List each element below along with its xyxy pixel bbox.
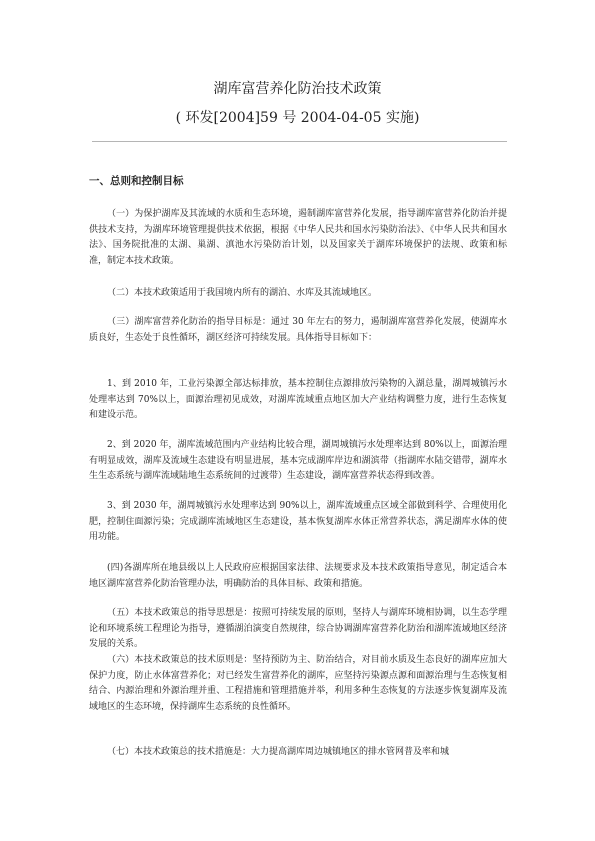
paragraph: 2、到 2020 年，湖库流域范围内产业结构比较合理，湖周城镇污水处理率达到 80%以上，面源治理有明显成效，湖库及流域生态建设有明显进展，基本完成湖库岸边和湖滨带（指湖库水陆交错带，湖库水生生态系统与湖库流域陆地生态系统间的过渡带）生态建设，湖库富营养状态得到改善。 <box>89 440 507 481</box>
paragraph: （二）本技术政策适用于我国境内所有的湖泊、水库及其流域地区。 <box>107 288 378 298</box>
paragraph: 3、到 2030 年，湖周城镇污水处理率达到 90%以上，湖库流域重点区域全部做到科学、合理使用化肥，控制住面源污染；完成湖库流域地区生态建设，基本恢复湖库水体正常营养状态，满足湖库水体的使用功能。 <box>89 501 507 542</box>
paragraph: （七）本技术政策总的技术措施是：大力提高湖库周边城镇地区的排水管网普及率和城 <box>107 747 450 757</box>
paragraph: （一）为保护湖库及其流域的水质和生态环境，遏制湖库富营养化发展，指导湖库富营养化防治并提供技术支持，为湖库环境管理提供技术依据，根据《中华人民共和国水污染防治法》、《中华人民共和国水法》、国务院批准的太湖、巢湖、滇池水污染防治计划，以及国家关于湖库环境保护的法规、政策和标准，制定本技术政策。 <box>89 209 507 266</box>
paragraph: 1、到 2010 年，工业污染源全部达标排放，基本控制住点源排放污染物的入湖总量，湖周城镇污水处理率达到 70%以上，面源治理初见成效，对湖库流域重点地区加大产业结构调整力度，进行生态恢复和建设示范。 <box>89 379 507 420</box>
title-divider <box>92 141 507 142</box>
document-title: 湖库富营养化防治技术政策 <box>213 81 382 97</box>
paragraph: （三）湖库富营养化防治的指导目标是：通过 30 年左右的努力，遏制湖库富营养化发展，使湖库水质良好，生态处于良性循环，湖区经济可持续发展。具体指导目标如下： <box>89 317 507 343</box>
paragraph: （五）本技术政策总的指导思想是：按照可持续发展的原则，坚持人与湖库环境相协调，以生态学理论和环境系统工程理论为指导，遵循湖泊演变自然规律，综合协调湖库富营养化防治和湖库流域地区经济发展的关系。 <box>89 608 507 649</box>
paragraph: （六）本技术政策总的技术原则是：坚持预防为主、防治结合，对目前水质及生态良好的湖库应加大保护力度，防止水体富营养化；对已经发生富营养化的湖库，应坚持污染源点源和面源治理与生态恢复相结合、内源治理和外源治理并重、工程措施和管理措施并举，利用多种生态恢复的方法逐步恢复湖库及流域地区的生态环境，保持湖库生态系统的良性循环。 <box>89 655 507 712</box>
paragraph: (四)各湖库所在地县级以上人民政府应根据国家法律、法规要求及本技术政策指导意见，制定适合本地区湖库富营养化防治管理办法，明确防治的具体目标、政策和措施。 <box>89 563 507 589</box>
section-heading: 一、总则和控制目标 <box>89 175 184 187</box>
document-subtitle: ( 环发[2004]59 号 2004-04-05 实施) <box>175 110 420 126</box>
